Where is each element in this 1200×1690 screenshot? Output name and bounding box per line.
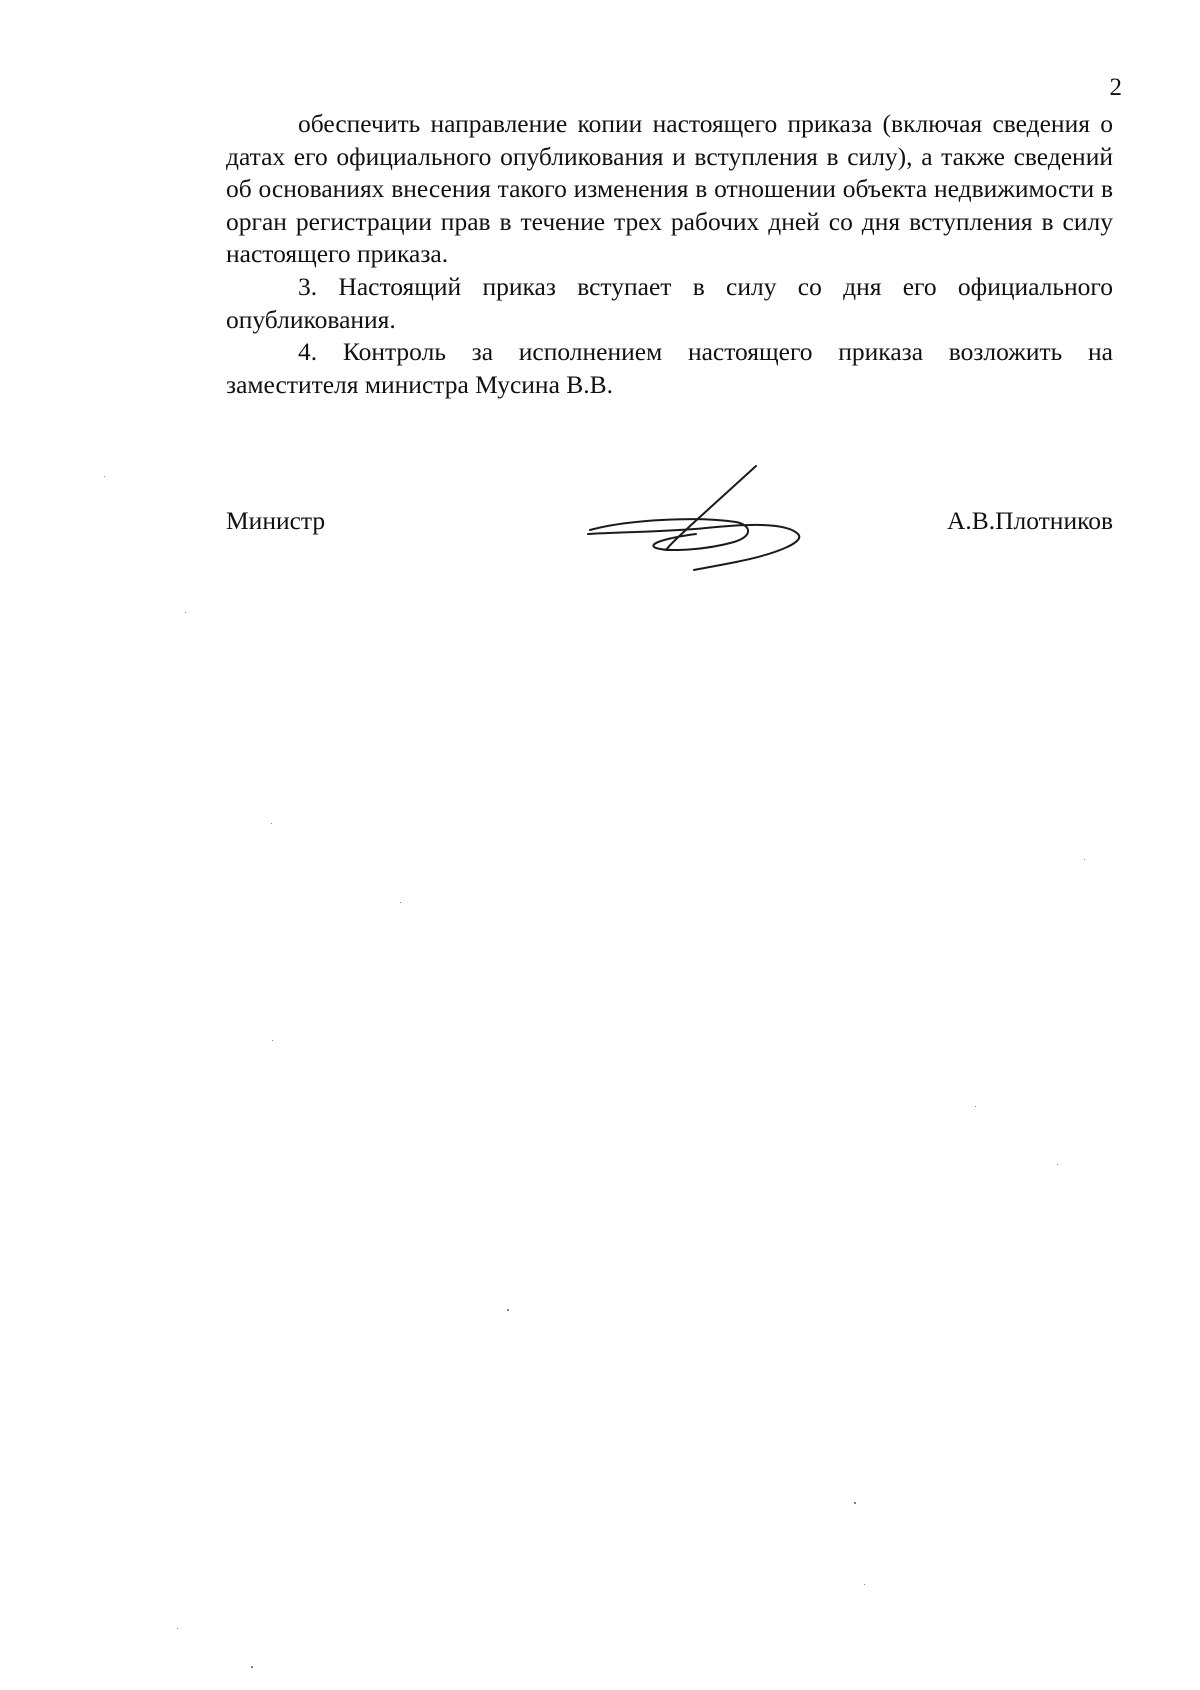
paragraph-continuation: обеспечить направление копии настоящего приказа (включая сведения о датах его официального опубликования и вступления в силу), а также сведений об основаниях внесения такого изменения в отношении объекта недвижимости в орган регистрации прав в течение трех рабочих дней со дня вступления в силу настоящего приказа.: [226, 109, 1113, 269]
scan-speck: [271, 823, 272, 824]
scan-speck: [400, 902, 401, 903]
scan-speck: [104, 476, 105, 477]
scan-speck: [1057, 1164, 1058, 1165]
scan-speck: [272, 1040, 273, 1041]
paragraph-3: 3. Настоящий приказ вступает в силу со дня его официального опубликования.: [226, 271, 1113, 334]
signer-title: Министр: [226, 506, 326, 535]
page-number: 2: [1109, 74, 1122, 101]
scan-speck: [185, 612, 186, 613]
scan-speck: [1084, 859, 1085, 860]
scan-speck: [975, 1106, 976, 1107]
signer-name: А.В.Плотников: [946, 506, 1113, 535]
document-body: [226, 108, 1113, 401]
handwritten-signature: [586, 462, 808, 574]
scan-speck: [854, 1502, 856, 1504]
paragraph-4: 4. Контроль за исполнением настоящего приказа возложить на заместителя министра Мусина В.В.: [226, 337, 1113, 399]
scan-speck: [251, 1666, 253, 1668]
scan-speck: [864, 1584, 865, 1585]
scan-speck: [177, 1628, 178, 1629]
scan-speck: [507, 1309, 509, 1311]
